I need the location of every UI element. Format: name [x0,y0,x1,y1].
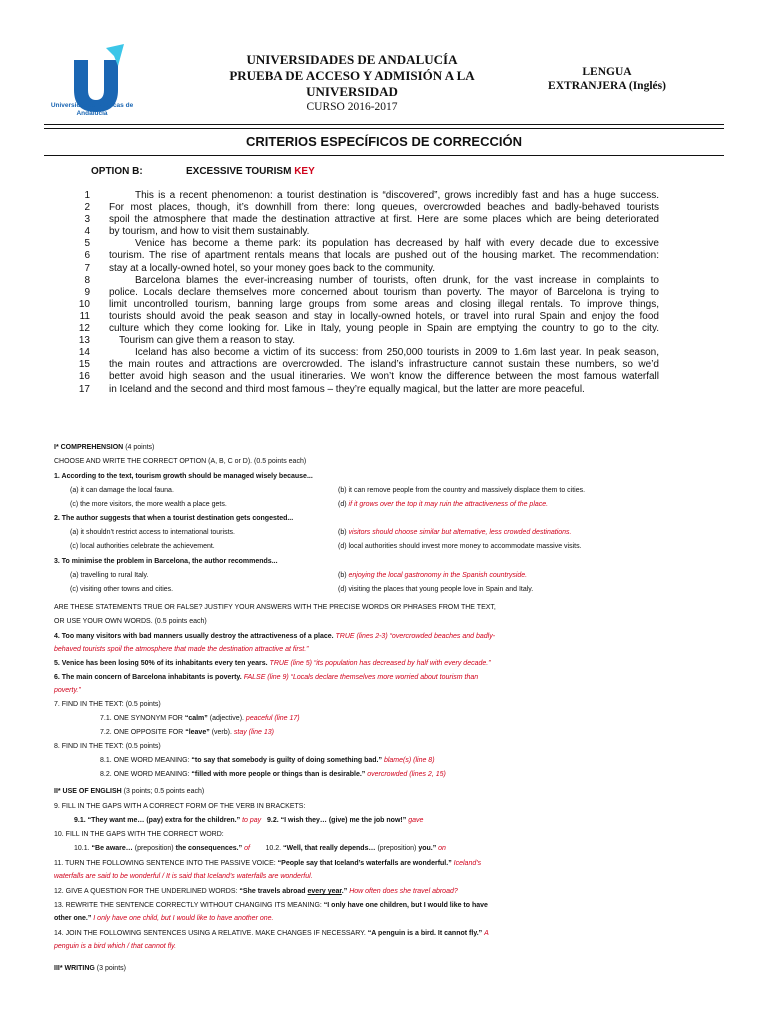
line-text: tourism. The rise of apartment rentals means that locals are pushed out of the housing market. The recommendation: [109,250,659,262]
section-use-of-english-heading [54,785,734,798]
subquestion-number: 10.2. [265,845,282,852]
section-heading-text: III* WRITING [54,965,95,972]
line-number: 4 [84,226,90,238]
question-7-1 [100,712,768,725]
header-title [150,52,554,100]
answer-continued: behaved tourists spoil the atmosphere that made the destination attractive at first.” [54,646,309,653]
passage-line [70,263,660,275]
line-number: 10 [78,298,90,310]
question-8-1 [100,754,768,767]
sentence-part: the consequences.” [175,845,243,852]
q1-option-b: (b) it can remove people from the country and massively displace them to cities. [338,487,586,494]
question-14 [54,927,734,940]
passage-line [70,202,660,214]
tf-instructions-line1: ARE THESE STATEMENTS TRUE OR FALSE? JUSTIFY YOUR ANSWERS WITH THE PRECISE WORDS OR PHRASES FROM THE TEXT, [54,604,496,611]
target-sentence: “She travels abroad [239,888,306,895]
passage-line [70,238,660,250]
target-sentence: “People say that Iceland’s waterfalls are wonderful.” [277,860,452,867]
header-title-line1: UNIVERSIDADES DE ANDALUCÍA [246,52,458,67]
question-stem: 11. TURN THE FOLLOWING SENTENCE INTO THE PASSIVE VOICE: [54,860,276,867]
correct-answer: visitors should choose similar but alternative, less crowded destinations. [348,529,572,536]
answer: on [438,845,446,852]
answer: of [244,845,250,852]
sentence-part: you.” [418,845,437,852]
q1-option-c: (c) the more visitors, the more wealth a place gets. [70,501,227,508]
question-10-stem: 10. FILL IN THE GAPS WITH THE CORRECT WORD: [54,831,224,838]
target-word: “leave” [185,729,210,736]
line-text: stay at a locally-owned hotel, so your money goes back to the community. [109,262,436,274]
section-heading-text: II* USE OF ENGLISH [54,788,122,795]
question-13 [54,899,734,912]
header-title-line2: PRUEBA DE ACCESO Y ADMISIÓN A LA [229,68,475,83]
line-number: 14 [78,347,90,359]
underlined-words: every year [307,888,342,895]
passage-line [70,347,660,359]
question-stem: 1. According to the text, tourism growth should be managed wisely because... [54,473,313,480]
subquestion: 9.2. “I wish they… (give) me the job now!” [266,817,407,824]
target-sentence: “A penguin is a bird. It cannot fly.” [367,930,483,937]
target-sentence: “I only have one children, but I would like to have [323,902,488,909]
line-text: police. Locals declare themselves more concerned about tourism than poverty. The mayor of Barcelona is trying to [109,286,659,298]
question-2-stem [54,512,734,525]
line-number: 1 [84,190,90,201]
passage-line [70,311,660,323]
line-text: Venice has become a theme park: its population has decreased by half with every decade due to excessive [135,238,659,250]
line-number: 6 [84,250,90,262]
hint: (preposition) [134,845,174,852]
answer: TRUE (line 5) “its population has decreased by half with every decade.” [269,660,491,667]
q3-option-b [338,569,527,582]
line-text: tourists should avoid the peak season and stay in locally-owned hotels, or travel into rural Spain and enjoy the food [109,310,659,322]
subquestion: 9.1. “They want me… (pay) extra for the children.” [74,817,241,824]
section-heading-text: I* COMPREHENSION [54,444,124,451]
question-12 [54,885,734,898]
passage-line [70,250,660,262]
option-title-text: EXCESSIVE TOURISM [186,166,292,177]
answer: blame(s) (line 8) [383,757,435,764]
q2-option-a: (a) it shouldn’t restrict access to international tourists. [70,529,235,536]
passage-line [70,287,660,299]
passage-line [70,299,660,311]
reading-passage [70,190,660,396]
criteria-title: CRITERIOS ESPECÍFICOS DE CORRECCIÓN [246,134,522,149]
question-1-stem [54,470,734,483]
question-stem: 14. JOIN THE FOLLOWING SENTENCES USING A RELATIVE. MAKE CHANGES IF NECESSARY. [54,930,366,937]
answer: FALSE (line 9) “Locals declare themselves more worried about tourism than [243,674,479,681]
passage-line [70,323,660,335]
question-stem: 4. Too many visitors with bad manners usually destroy the attractiveness of a place. [54,633,334,640]
question-3-stem [54,555,734,568]
question-8-2 [100,768,768,781]
subquestion-suffix: (verb). [211,729,232,736]
line-number: 9 [84,286,90,298]
answer: stay (line 13) [233,729,274,736]
q2-option-b [338,526,571,539]
line-text: in Iceland and the second and third most famous – they’re equally magical, but the latter are more peaceful. [109,383,585,395]
line-text: This is a recent phenomenon: a tourist destination is “discovered”, grows incredibly fast and has a huge success. [135,190,659,201]
question-9-stem: 9. FILL IN THE GAPS WITH A CORRECT FORM OF THE VERB IN BRACKETS: [54,803,306,810]
sentence-part: “Be aware… [91,845,133,852]
target-sentence-end: other one.” [54,915,92,922]
question-13-cont [54,912,734,925]
line-number: 5 [84,238,90,250]
question-10-items [74,842,754,855]
option-label: (b) [338,529,347,536]
answer: I only have one child, but I would like to have another one. [93,915,274,922]
question-7-stem: 7. FIND IN THE TEXT: (0.5 points) [54,701,161,708]
line-text: For most places, though, it’s downhill from there: long queues, overcrowded beaches and badly-behaved tourists [109,202,659,214]
answer: gave [408,817,424,824]
question-stem: 12. GIVE A QUESTION FOR THE UNDERLINED WORDS: [54,888,238,895]
section-points: (3 points) [96,965,126,972]
passage-line [70,226,660,238]
q1-option-a: (a) it can damage the local fauna. [70,487,174,494]
option-label: (d) [338,501,347,508]
passage-line [70,190,660,202]
subquestion-suffix: (adjective). [209,715,244,722]
question-14-answer-cont [54,940,734,953]
criteria-divider [44,155,724,156]
header-divider [44,124,724,125]
question-6 [54,671,734,684]
q2-option-c: (c) local authorities celebrate the achievement. [70,543,215,550]
subquestion-prefix: 8.1. ONE WORD MEANING: [100,757,190,764]
line-text: the main routes and attractions are overcrowded. The island’s infrastructure cannot sustain these numbers, so we’d [109,359,659,371]
option-key: KEY [294,166,315,177]
answer: A [484,930,489,937]
q3-option-d: (d) visiting the places that young people love in Spain and Italy. [338,586,534,593]
target-definition: “to say that somebody is guilty of doing something bad.” [191,757,382,764]
line-number: 7 [84,262,90,274]
passage-line [70,371,660,383]
line-text: by tourism, and how to visit them sustainably. [109,226,310,238]
question-11 [54,857,734,870]
line-text: culture which they come looking for. Like in Italy, young people in Spain are emptying the country to go to the city. [109,323,659,335]
option-title [186,166,315,177]
answer: overcrowded (lines 2, 15) [367,771,446,778]
hint: (preposition) [377,845,417,852]
answer: TRUE (lines 2-3) “overcrowded beaches and badly- [335,633,496,640]
mc-instructions: CHOOSE AND WRITE THE CORRECT OPTION (A, B, C or D). (0.5 points each) [54,458,307,465]
question-4 [54,630,734,643]
header-subject [542,65,672,93]
question-5 [54,657,734,670]
question-stem: 5. Venice has been losing 50% of its inhabitants every ten years. [54,660,268,667]
question-stem: 6. The main concern of Barcelona inhabitants is poverty. [54,674,242,681]
subquestion-prefix: 8.2. ONE WORD MEANING: [100,771,190,778]
subquestion-number: 10.1. [74,845,90,852]
line-number: 17 [78,383,90,395]
line-text: limit uncontrolled tourism, banning large groups from some areas and closing illegal rentals. To improve things, [109,298,659,310]
line-text: spoil the atmosphere that made the destination attractive at first. Here are some places which are being deteriorated [109,214,659,226]
section-writing-heading [54,962,734,975]
line-number: 12 [78,323,90,335]
answer: peaceful (line 17) [245,715,300,722]
answer: How often does she travel abroad? [349,888,458,895]
question-stem: 13. REWRITE THE SENTENCE CORRECTLY WITHOUT CHANGING ITS MEANING: [54,902,322,909]
section-points: (3 points; 0.5 points each) [123,788,205,795]
answer: Iceland’s [453,860,482,867]
q3-option-a: (a) travelling to rural Italy. [70,572,149,579]
correct-answer: if it grows over the top it may ruin the attractiveness of the place. [348,501,549,508]
question-8-stem: 8. FIND IN THE TEXT: (0.5 points) [54,743,161,750]
target-definition: “filled with more people or things than is desirable.” [191,771,366,778]
passage-line [70,384,660,396]
line-number: 2 [84,202,90,214]
line-number: 13 [78,335,90,347]
question-11-answer-cont [54,870,734,883]
answer: to pay [242,817,262,824]
section-points: (4 points) [125,444,155,451]
subquestion-prefix: 7.2. ONE OPPOSITE FOR [100,729,184,736]
header-subject-line1: LENGUA [582,66,632,78]
line-text: Barcelona blames the ever-increasing number of tourists, often drunk, for the vast increase in complaints to [135,274,659,286]
line-number: 8 [84,274,90,286]
header-title-line3: UNIVERSIDAD [306,84,398,99]
section-comprehension-heading [54,441,734,454]
target-word: “calm” [184,715,208,722]
line-number: 15 [78,359,90,371]
passage-line [70,275,660,287]
option-label: (b) [338,572,347,579]
line-text: better avoid high season and the usual itineraries. We won’t know the difference between the most famous waterfall [109,371,659,383]
target-sentence-end: .” [341,888,348,895]
option-label: OPTION B: [91,166,143,177]
passage-line [70,214,660,226]
q1-option-d [338,498,548,511]
q2-option-d: (d) local authorities should invest more money to accommodate massive visits. [338,543,582,550]
correct-answer: enjoying the local gastronomy in the Spanish countryside. [348,572,528,579]
header-subject-line2: EXTRANJERA (Inglés) [548,80,666,92]
header-divider-2 [44,128,724,129]
question-stem: 2. The author suggests that when a tourist destination gets congested... [54,515,294,522]
header-course: CURSO 2016-2017 [306,101,398,113]
line-number: 11 [79,310,90,322]
logo-caption: Universidades Públicas de Andalucía [50,102,134,117]
line-number: 16 [78,371,90,383]
passage-line [70,335,660,347]
answer-continued: penguin is a bird which / that cannot fly. [54,943,177,950]
question-6-answer-cont [54,684,734,697]
subquestion-prefix: 7.1. ONE SYNONYM FOR [100,715,183,722]
question-7-2 [100,726,768,739]
line-text: Iceland has also become a victim of its success: from 250,000 tourists in 2009 to 1.6m last year. In peak season, [135,347,659,359]
tf-instructions-line2: OR USE YOUR OWN WORDS. (0.5 points each) [54,618,207,625]
passage-line [70,359,660,371]
question-4-answer-cont [54,643,734,656]
question-stem: 3. To minimise the problem in Barcelona, the author recommends... [54,558,278,565]
answer-continued: waterfalls are said to be wonderful / It is said that Iceland’s waterfalls are wonderful. [54,873,313,880]
q3-option-c: (c) visiting other towns and cities. [70,586,174,593]
sentence-part: “Well, that really depends… [283,845,376,852]
line-text: Tourism can give them a reason to stay. [119,335,296,347]
question-9-items [74,814,754,827]
line-number: 3 [84,214,90,226]
answer-continued: poverty.” [54,687,81,694]
